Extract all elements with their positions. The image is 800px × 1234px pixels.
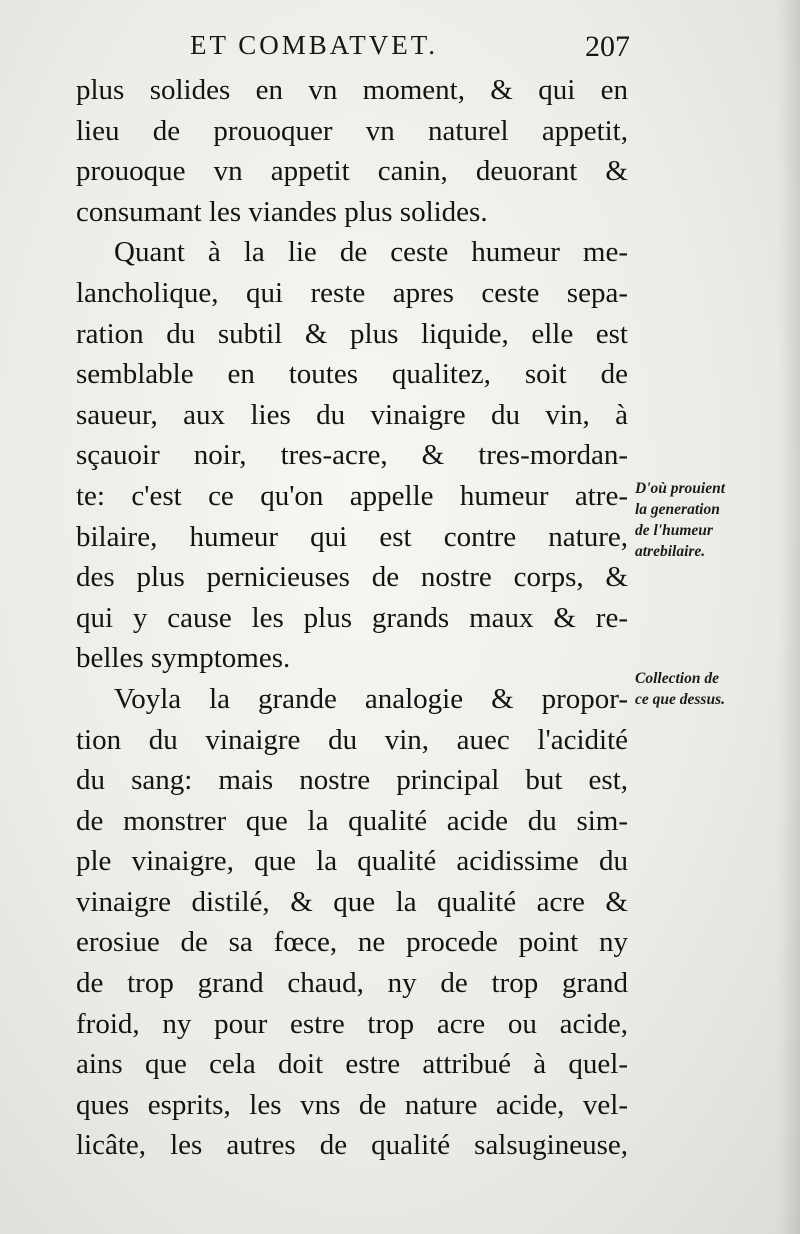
text-line: qui y cause les plus grands maux & re- bbox=[76, 601, 628, 634]
text-line: ple vinaigre, que la qualité acidissime du bbox=[76, 845, 628, 878]
text-line: saueur, aux lies du vinaigre du vin, à bbox=[76, 398, 628, 431]
text-line: vinaigre distilé, & que la qualité acre & bbox=[76, 885, 628, 918]
text-line: ration du subtil & plus liquide, elle est bbox=[76, 317, 628, 350]
page-number: 207 bbox=[585, 30, 630, 63]
text-line: semblable en toutes qualitez, soit de bbox=[76, 358, 628, 391]
text-line: du sang: mais nostre principal but est, bbox=[76, 764, 628, 797]
margin-note-line: D'où prouient bbox=[635, 480, 726, 497]
paragraph-start-line: Voyla la grande analogie & propor- bbox=[114, 682, 628, 715]
text-line: te: c'est ce qu'on appelle humeur atre- bbox=[76, 479, 628, 512]
margin-note-line: ce que dessus. bbox=[635, 691, 725, 708]
margin-note-line: atrebilaire. bbox=[635, 543, 706, 560]
margin-note-line: la generation bbox=[635, 501, 720, 518]
text-line: lancholique, qui reste apres ceste sepa- bbox=[76, 276, 628, 309]
text-line: bilaire, humeur qui est contre nature, bbox=[76, 520, 628, 553]
page-edge-shadow bbox=[778, 0, 800, 1234]
text-line: consumant les viandes plus solides. bbox=[76, 195, 488, 228]
text-line: ques esprits, les vns de nature acide, vel- bbox=[76, 1088, 628, 1121]
paragraph-start-line: Quant à la lie de ceste humeur me- bbox=[114, 236, 628, 269]
margin-note-line: Collection de bbox=[635, 670, 719, 687]
text-line: de trop grand chaud, ny de trop grand bbox=[76, 967, 628, 1000]
margin-note-line: de l'humeur bbox=[635, 522, 713, 539]
text-line: froid, ny pour estre trop acre ou acide, bbox=[76, 1007, 628, 1040]
running-head: ET COMBATVET. bbox=[190, 30, 438, 60]
text-line: lieu de prouoquer vn naturel appetit, bbox=[76, 114, 628, 147]
text-line: licâte, les autres de qualité salsugineuse, bbox=[76, 1129, 628, 1162]
text-line: erosiue de sa fœce, ne procede point ny bbox=[76, 926, 628, 959]
text-line: des plus pernicieuses de nostre corps, & bbox=[76, 561, 628, 594]
margin-note-summary bbox=[635, 668, 795, 710]
text-line: belles symptomes. bbox=[76, 642, 291, 675]
text-line: tion du vinaigre du vin, auec l'acidité bbox=[76, 723, 628, 756]
text-line: ains que cela doit estre attribué à quel- bbox=[76, 1048, 628, 1081]
text-line: plus solides en vn moment, & qui en bbox=[76, 74, 628, 106]
text-line: de monstrer que la qualité acide du sim- bbox=[76, 804, 628, 837]
body-text bbox=[76, 70, 628, 1166]
page-header bbox=[190, 30, 630, 70]
text-line: prouoque vn appetit canin, deuorant & bbox=[76, 155, 628, 188]
text-line: sçauoir noir, tres-acre, & tres-mordan- bbox=[76, 439, 628, 472]
margin-note-origin-atrabilious-humor bbox=[635, 478, 795, 562]
